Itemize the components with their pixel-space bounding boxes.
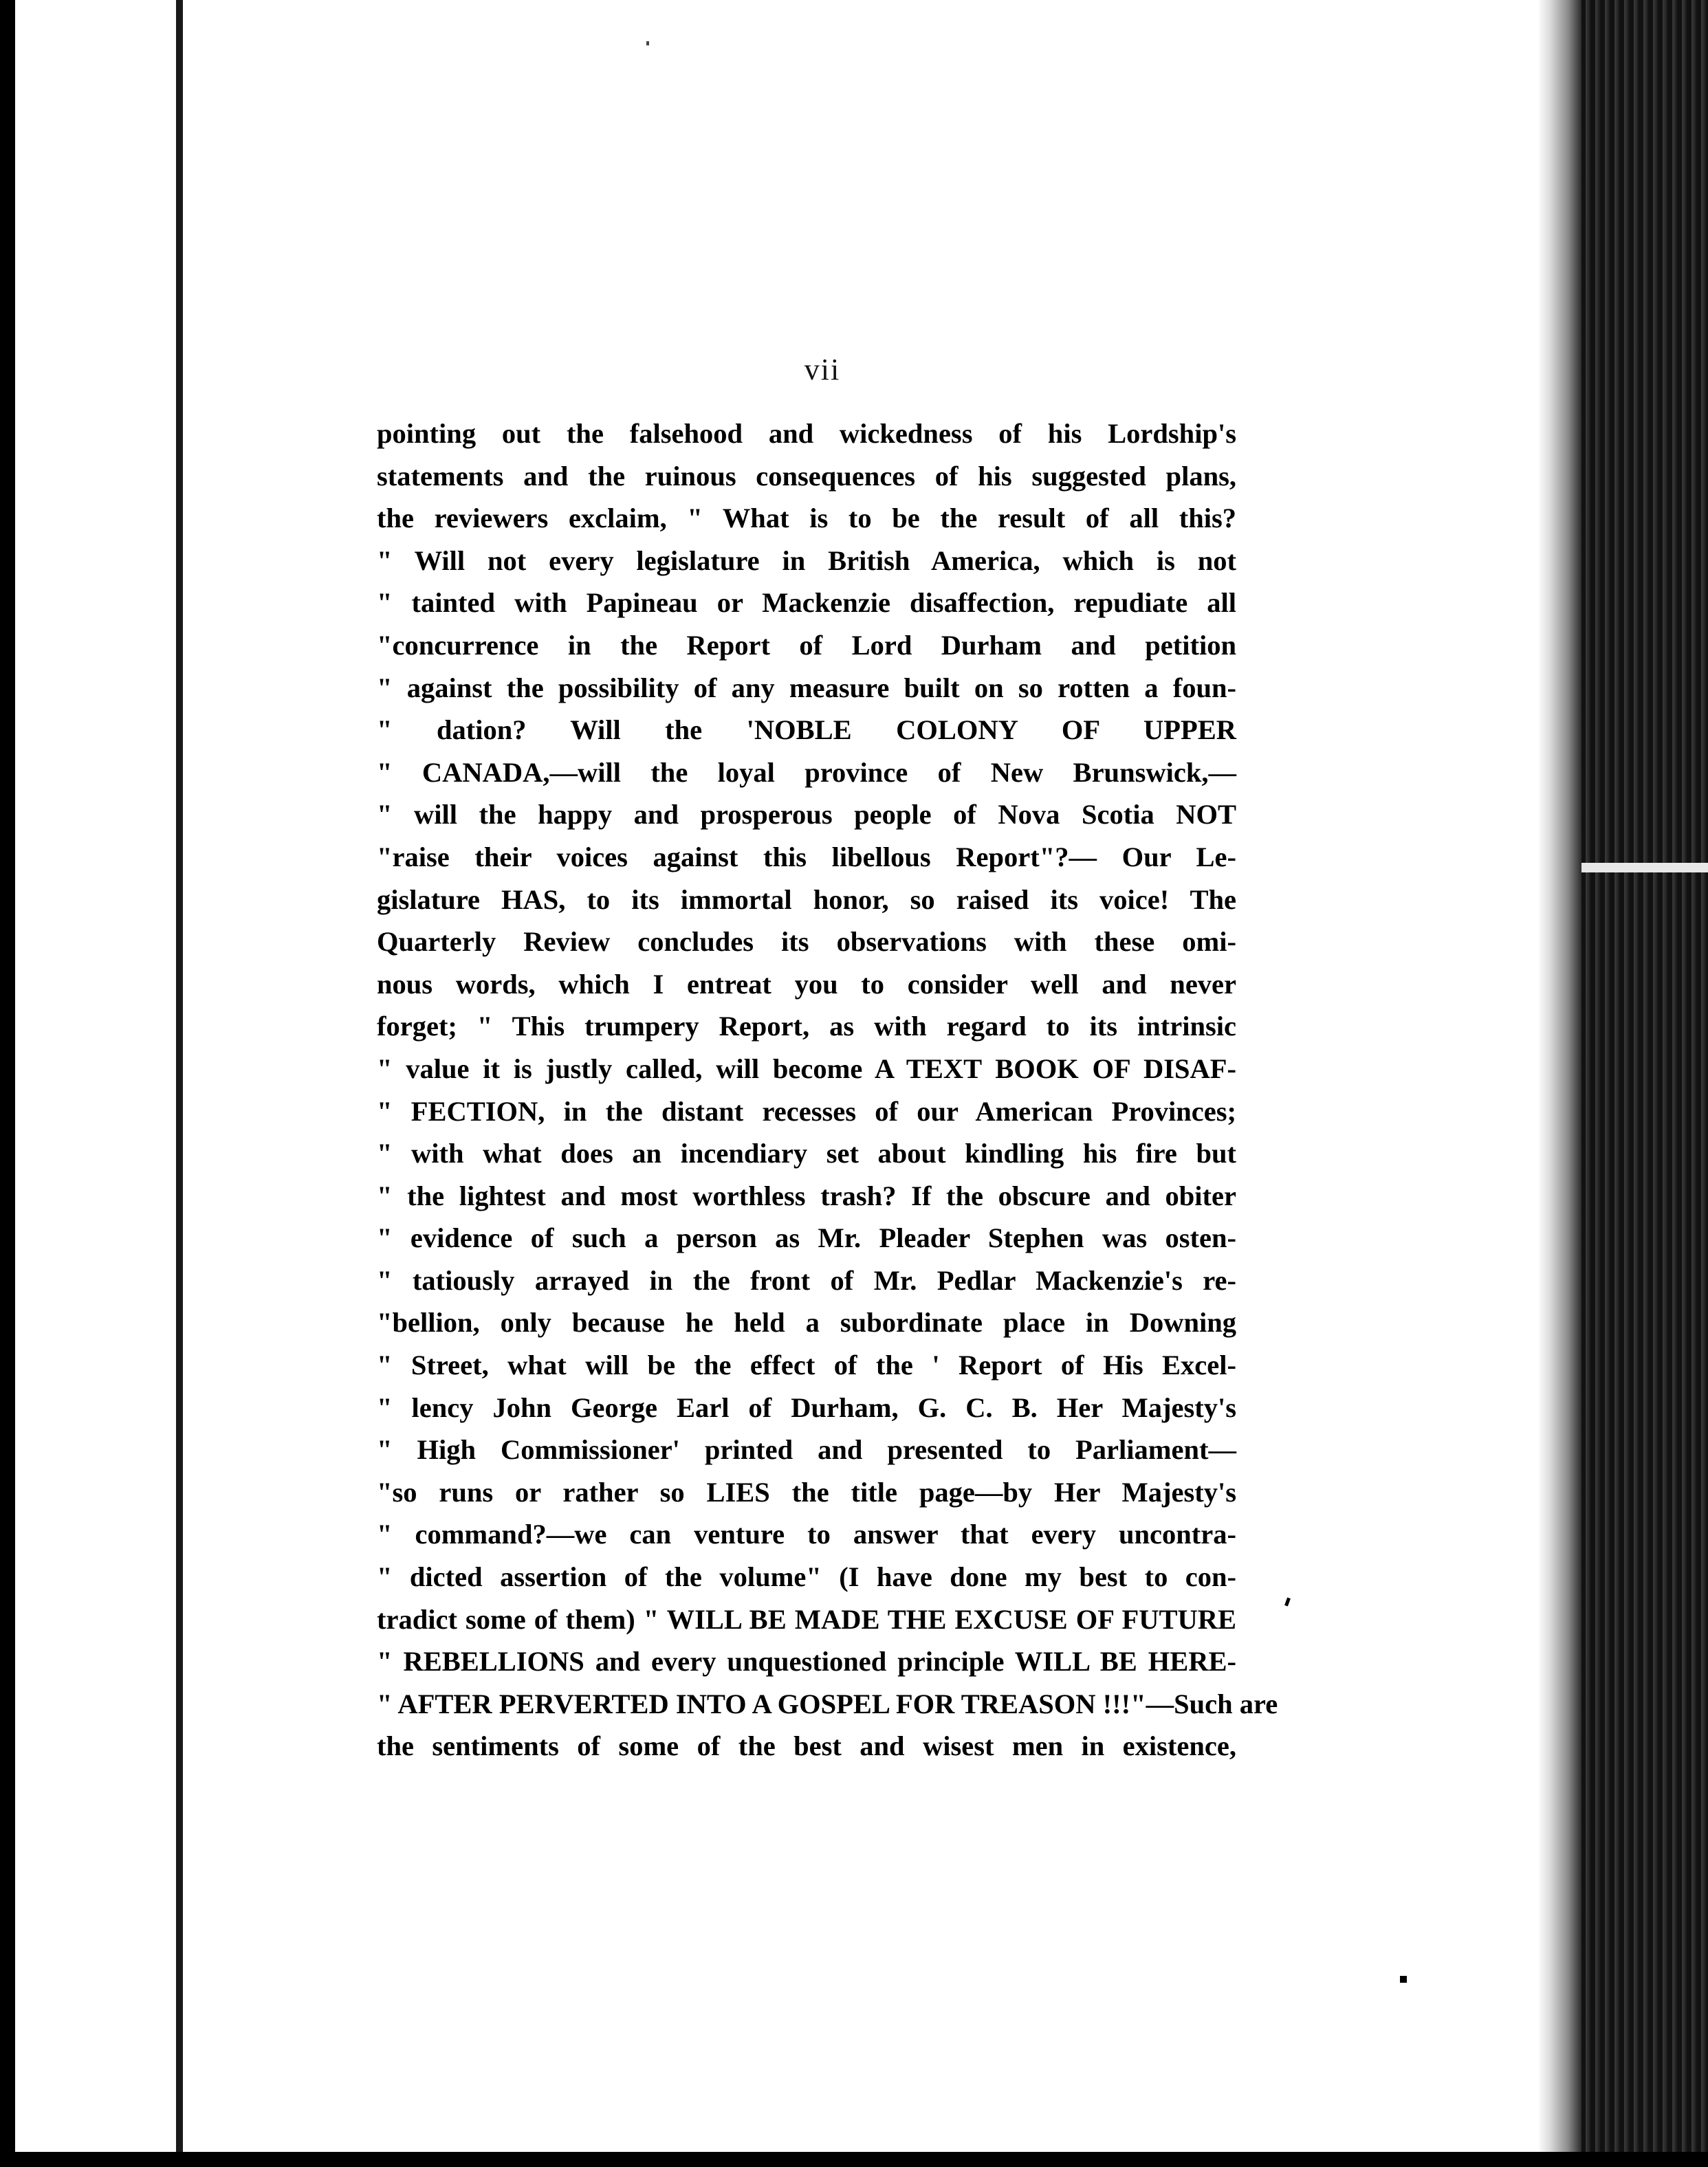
scan-border-left bbox=[0, 0, 15, 2167]
text-line: gislature HAS, to its immortal honor, so raised its voice! The bbox=[377, 883, 1236, 915]
text-line: tradict some of them) " WILL BE MADE THE EXCUSE OF FUTURE bbox=[377, 1603, 1236, 1635]
text-line: "raise their voices against this libellous Report"?— Our Le- bbox=[377, 841, 1236, 872]
text-line: " tainted with Papineau or Mackenzie disaffection, repudiate all bbox=[377, 587, 1236, 619]
text-line: " tatiously arrayed in the front of Mr. Pedlar Mackenzie's re- bbox=[377, 1264, 1236, 1296]
text-line: "bellion, only because he held a subordinate place in Downing bbox=[377, 1307, 1236, 1339]
text-line: " Will not every legislature in British America, which is not bbox=[377, 544, 1236, 576]
text-line: " High Commissioner' printed and presented to Parliament— bbox=[377, 1434, 1236, 1466]
text-line: " CANADA,—will the loyal province of New Brunswick,— bbox=[377, 756, 1236, 788]
text-line: " with what does an incendiary set about kindling his fire but bbox=[377, 1138, 1236, 1169]
text-line: "so runs or rather so LIES the title page—by Her Majesty's bbox=[377, 1476, 1236, 1508]
body-text bbox=[377, 412, 1278, 1768]
page-number: vii bbox=[804, 353, 841, 386]
page-gutter-line bbox=[176, 0, 183, 2167]
text-line: " value it is justly called, will become A TEXT BOOK OF DISAF- bbox=[377, 1053, 1236, 1084]
text-line: " AFTER PERVERTED INTO A GOSPEL FOR TREASON !!!"—Such are bbox=[377, 1688, 1278, 1719]
text-line: Quarterly Review concludes its observations with these omi- bbox=[377, 926, 1236, 958]
book-edge-pages bbox=[1581, 0, 1708, 2167]
text-line: the reviewers exclaim, " What is to be the result of all this? bbox=[377, 503, 1236, 534]
text-line: " the lightest and most worthless trash? If the obscure and obiter bbox=[377, 1180, 1236, 1211]
text-line: " FECTION, in the distant recesses of our American Provinces; bbox=[377, 1095, 1236, 1127]
text-line: " dicted assertion of the volume" (I have done my best to con- bbox=[377, 1561, 1236, 1593]
scan-speck bbox=[1400, 1976, 1407, 1983]
page-edge-tear bbox=[1581, 863, 1708, 872]
text-line: pointing out the falsehood and wickedness of his Lordship's bbox=[377, 418, 1236, 449]
text-line: " dation? Will the 'NOBLE COLONY OF UPPER bbox=[377, 714, 1236, 746]
text-line: statements and the ruinous consequences of his suggested plans, bbox=[377, 460, 1236, 492]
text-line: the sentiments of some of the best and wisest men in existence, bbox=[377, 1730, 1236, 1762]
text-line: " Street, what will be the effect of the ' Report of His Excel- bbox=[377, 1350, 1236, 1381]
text-line: nous words, which I entreat you to consider well and never bbox=[377, 968, 1236, 1000]
text-line: " against the possibility of any measure built on so rotten a foun- bbox=[377, 672, 1236, 703]
text-line: forget; " This trumpery Report, as with regard to its intrinsic bbox=[377, 1011, 1236, 1042]
text-line: " will the happy and prosperous people of Nova Scotia NOT bbox=[377, 799, 1236, 830]
page-edge-shadow bbox=[1537, 0, 1581, 2167]
scan-speck bbox=[646, 41, 649, 45]
scan-speck bbox=[1284, 1598, 1291, 1607]
text-line: " lency John George Earl of Durham, G. C. B. Her Majesty's bbox=[377, 1392, 1236, 1423]
text-line: " REBELLIONS and every unquestioned principle WILL BE HERE- bbox=[377, 1646, 1236, 1678]
scan-border-bottom bbox=[0, 2152, 1708, 2167]
text-line: " command?—we can venture to answer that every uncontra- bbox=[377, 1519, 1236, 1550]
text-line: " evidence of such a person as Mr. Pleader Stephen was osten- bbox=[377, 1222, 1236, 1254]
text-line: "concurrence in the Report of Lord Durham and petition bbox=[377, 629, 1236, 661]
